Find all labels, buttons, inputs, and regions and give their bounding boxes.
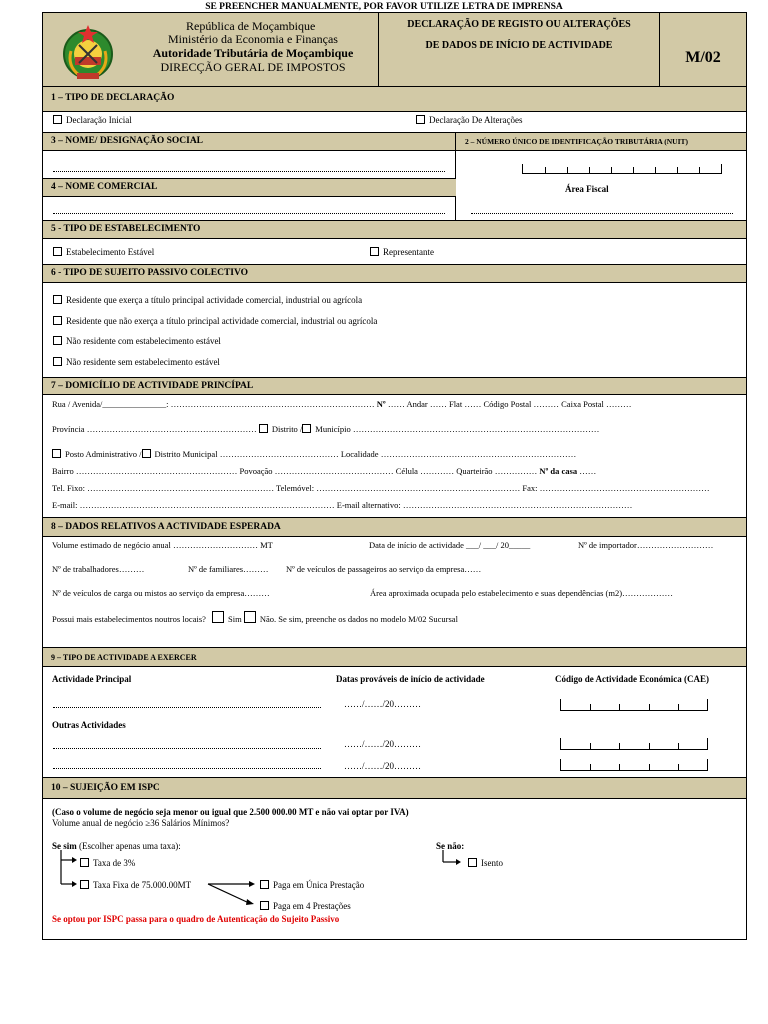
header-direccao: DIRECÇÃO GERAL DE IMPOSTOS <box>160 60 346 74</box>
option-4-prestacoes[interactable]: Paga em 4 Prestações <box>260 900 351 912</box>
section-6-heading: 6 - TIPO DE SUJEITO PASSIVO COLECTIVO <box>43 264 746 283</box>
bairro-row[interactable]: Bairro ………………………………………………… Povoação …………………………………… Célula ………… Quarteirão …………… Nº da casa …… <box>52 466 597 476</box>
form-code: M/02 <box>685 49 721 66</box>
comb-tick <box>649 704 650 710</box>
option-unica-prestacao[interactable]: Paga em Única Prestação <box>260 879 364 891</box>
option-nao-residente-com[interactable]: Não residente com estabelecimento estável <box>53 335 221 347</box>
comb-tick <box>619 743 620 749</box>
cae-input-3[interactable] <box>560 759 708 771</box>
section-2-heading: 2 – NÚMERO ÚNICO DE IDENTIFICAÇÃO TRIBUTÁRIA (NUIT) <box>456 132 746 151</box>
ispc-red-note: Se optou por ISPC passa para o quadro de Autenticação do Sujeito Passivo <box>52 914 340 924</box>
telefone-row[interactable]: Tel. Fixo: ………………………………………………………… Telemóvel: ……………………………………………………………… Fax: …………………………………………………… <box>52 483 710 493</box>
checkbox[interactable] <box>260 880 269 889</box>
outras-actividades-label: Outras Actividades <box>52 720 126 730</box>
comb-box <box>560 738 708 750</box>
section-3-heading: 3 – NOME/ DESIGNAÇÃO SOCIAL <box>43 132 456 151</box>
comb-tick <box>649 764 650 770</box>
comb-box <box>560 759 708 771</box>
comb-tick <box>678 743 679 749</box>
rua-row[interactable]: Rua / Avenida/_______________: ……………………………………………………………… Nº …… Andar …… Flat …… Código Postal ……… Caixa Postal ……… <box>52 399 632 409</box>
section-1-heading: 1 – TIPO DE DECLARAÇÃO <box>43 86 746 112</box>
option-representante[interactable]: Representante <box>370 246 434 258</box>
checkbox[interactable] <box>142 449 151 458</box>
comb-tick <box>590 743 591 749</box>
area-fiscal-field[interactable] <box>471 213 733 214</box>
comb-tick <box>678 764 679 770</box>
header-ministerio: Ministério da Economia e Finanças <box>168 32 338 46</box>
option-residente-principal[interactable]: Residente que exerça a título principal actividade comercial, industrial ou agrícola <box>53 294 362 306</box>
outra-actividade-1-field[interactable] <box>53 748 321 749</box>
actividade-principal-field[interactable] <box>53 707 321 708</box>
option-residente-nao-principal[interactable]: Residente que não exerça a título principal actividade comercial, industrial ou agrícola <box>53 315 377 327</box>
checkbox[interactable] <box>370 247 379 256</box>
checkbox[interactable] <box>468 858 477 867</box>
checkbox[interactable] <box>80 858 89 867</box>
checkbox[interactable] <box>53 336 62 345</box>
outra-actividade-2-date[interactable]: ……/……/20……… <box>344 761 422 771</box>
checkbox[interactable] <box>80 880 89 889</box>
option-declaracao-inicial[interactable]: Declaração Inicial <box>53 114 132 126</box>
col-cae: Código de Actividade Económica (CAE) <box>555 674 709 684</box>
col-datas: Datas prováveis de início de actividade <box>336 674 485 684</box>
option-nao-residente-sem[interactable]: Não residente sem estabelecimento estável <box>53 356 220 368</box>
comb-tick <box>678 704 679 710</box>
comb-tick <box>611 167 612 173</box>
section-8-heading: 8 – DADOS RELATIVOS A ACTIVIDADE ESPERADA <box>43 517 746 537</box>
checkbox[interactable] <box>53 357 62 366</box>
possui-row: Possui mais estabelecimentos noutros locais? Sim Não. Se sim, preenche os dados no modelo M/02 Sucursal <box>52 611 458 625</box>
option-taxa-fixa[interactable]: Taxa Fixa de 75.000.00MT <box>80 879 191 891</box>
nao-checkbox[interactable] <box>244 611 256 623</box>
checkbox[interactable] <box>53 295 62 304</box>
form-title-line1: DECLARAÇÃO DE REGISTO OU ALTERAÇÕES <box>407 19 631 30</box>
checkbox[interactable] <box>259 424 268 433</box>
se-sim-label: Se sim (Escolher apenas uma taxa): <box>52 841 181 851</box>
checkbox[interactable] <box>53 115 62 124</box>
data-inicio-field[interactable]: Data de início de actividade ___/ ___/ 20_____ <box>369 540 531 550</box>
outra-actividade-2-field[interactable] <box>53 768 321 769</box>
col-actividade-principal: Actividade Principal <box>52 674 132 684</box>
form-header <box>43 13 746 87</box>
section-4-heading: 4 – NOME COMERCIAL <box>43 178 456 197</box>
se-nao-label: Se não: <box>436 841 465 851</box>
section-7-heading: 7 – DOMICÍLIO DE ACTIVIDADE PRINCÍPAL <box>43 377 746 395</box>
comb-tick <box>677 167 678 173</box>
cae-input-1[interactable] <box>560 699 708 711</box>
provincia-row[interactable]: Província …………………………………………………… Distrito / Município …………………………………………………………………………… <box>52 424 600 434</box>
checkbox[interactable] <box>53 247 62 256</box>
section-5-heading: 5 - TIPO DE ESTABELECIMENTO <box>43 220 746 239</box>
option-isento[interactable]: Isento <box>468 857 503 869</box>
form-title-line2: DE DADOS DE INÍCIO DE ACTIVIDADE <box>425 40 613 51</box>
nome-social-field[interactable] <box>53 171 445 172</box>
checkbox[interactable] <box>416 115 425 124</box>
carga-field[interactable]: Nº de veículos de carga ou mistos ao serviço da empresa……… <box>52 588 270 598</box>
area-field[interactable]: Área aproximada ocupada pelo estabelecimento e suas dependências (m2)……………… <box>370 588 674 598</box>
nuit-input[interactable] <box>522 164 722 174</box>
top-notice: SE PREENCHER MANUALMENTE, POR FAVOR UTILIZE LETRA DE IMPRENSA <box>205 2 563 12</box>
area-fiscal-label: Área Fiscal <box>565 184 609 194</box>
email-row[interactable]: E-mail: ……………………………………………………………………………… E-mail alternativo: ……………………………………………………………………… <box>52 500 633 510</box>
checkbox[interactable] <box>52 449 61 458</box>
posto-row[interactable]: Posto Administrativo / Distrito Municipal …………………………………… Localidade …………………………………………………………… <box>52 448 576 460</box>
comb-tick <box>649 743 650 749</box>
comb-tick <box>567 167 568 173</box>
comb-tick <box>545 167 546 173</box>
checkbox[interactable] <box>53 316 62 325</box>
option-declaracao-alteracoes[interactable]: Declaração De Alterações <box>416 114 522 126</box>
passageiros-field[interactable]: Nº de veículos de passageiros ao serviço da empresa…… <box>286 564 482 574</box>
sim-checkbox[interactable] <box>212 611 224 623</box>
checkbox[interactable] <box>302 424 311 433</box>
mozambique-emblem <box>57 21 119 83</box>
option-taxa-3[interactable]: Taxa de 3% <box>80 857 135 869</box>
comb-tick <box>619 764 620 770</box>
section-9-heading: 9 – TIPO DE ACTIVIDADE A EXERCER <box>43 647 746 667</box>
importador-field[interactable]: Nº de importador……………………… <box>578 540 714 550</box>
comb-tick <box>619 704 620 710</box>
comb-tick <box>590 764 591 770</box>
section-10-heading: 10 – SUJEIÇÃO EM ISPC <box>43 777 746 799</box>
comb-tick <box>633 167 634 173</box>
actividade-principal-date[interactable]: ……/……/20……… <box>344 699 422 709</box>
trabalhadores-field[interactable]: Nº de trabalhadores……… <box>52 564 145 574</box>
comb-box <box>560 699 708 711</box>
familiares-field[interactable]: Nº de familiares……… <box>188 564 269 574</box>
checkbox[interactable] <box>260 901 269 910</box>
ispc-note: (Caso o volume de negócio seja menor ou igual que 2.500 000.00 MT e não vai optar por IVA) <box>52 807 409 817</box>
comb-box <box>522 164 722 174</box>
comb-tick <box>699 167 700 173</box>
header-republica: República de Moçambique <box>186 19 316 33</box>
nome-comercial-field[interactable] <box>53 213 445 214</box>
outra-actividade-1-date[interactable]: ……/……/20……… <box>344 739 422 749</box>
ispc-volume-question: Volume anual de negócio ≥36 Salários Mínimos? <box>52 818 230 828</box>
volume-field[interactable]: Volume estimado de negócio anual ………………………… MT <box>52 540 273 550</box>
comb-tick <box>590 704 591 710</box>
comb-tick <box>589 167 590 173</box>
option-estabelecimento-estavel[interactable]: Estabelecimento Estável <box>53 246 154 258</box>
cae-input-2[interactable] <box>560 738 708 750</box>
comb-tick <box>655 167 656 173</box>
header-autoridade: Autoridade Tributária de Moçambique <box>152 46 354 60</box>
